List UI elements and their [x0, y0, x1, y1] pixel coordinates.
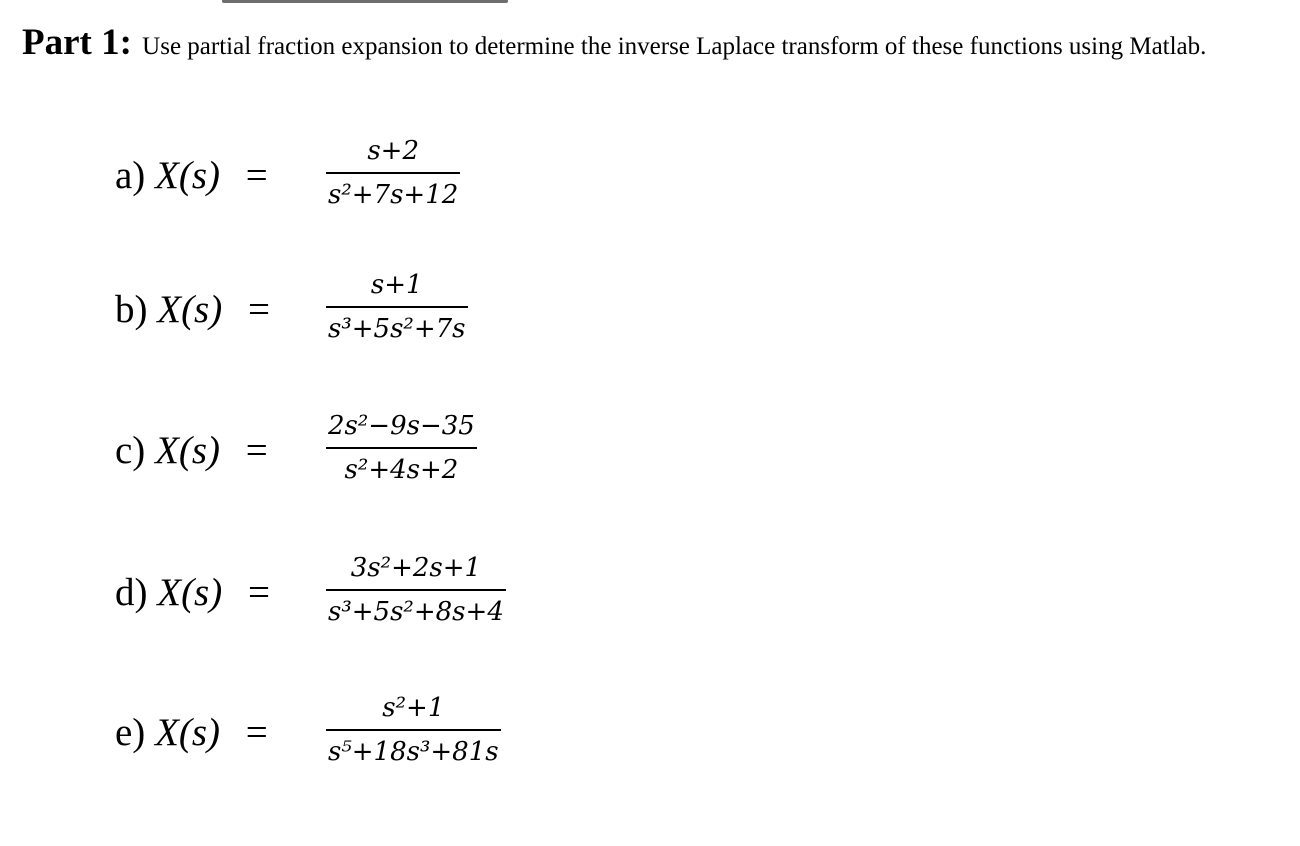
problem-label: d): [115, 571, 148, 614]
fraction: [326, 136, 460, 210]
numerator: s+1: [370, 270, 423, 300]
problem-lhs: [115, 710, 268, 755]
function-name: X(s): [157, 288, 223, 331]
fraction: [326, 693, 501, 767]
denominator: s³+5s²+7s: [328, 314, 466, 344]
part-label: Part 1:: [22, 22, 132, 63]
function-name: X(s): [155, 154, 221, 197]
function-name: X(s): [155, 711, 221, 754]
problem-lhs: [115, 428, 268, 473]
function-name: X(s): [157, 571, 223, 614]
top-scroll-indicator: [222, 0, 508, 3]
denominator: s²+4s+2: [344, 455, 459, 485]
numerator: s+2: [367, 136, 419, 166]
problem-lhs: [115, 153, 268, 198]
problem-lhs: [115, 570, 270, 615]
denominator: s⁵+18s³+81s: [328, 737, 499, 767]
equals-sign: =: [247, 571, 270, 614]
problem-lhs: [115, 287, 270, 332]
instruction-text: Use partial fraction expansion to determine the inverse Laplace transform of these functions using Matlab.: [142, 33, 1207, 60]
problem-label: e): [115, 711, 146, 754]
fraction-bar: [326, 447, 477, 449]
numerator: 2s²−9s−35: [328, 411, 475, 441]
equals-sign: =: [245, 154, 268, 197]
fraction: [326, 270, 468, 344]
fraction: [326, 411, 477, 485]
equals-sign: =: [245, 429, 268, 472]
fraction-bar: [326, 729, 501, 731]
problem-label: a): [115, 154, 146, 197]
numerator: 3s²+2s+1: [350, 553, 482, 583]
function-name: X(s): [155, 429, 221, 472]
denominator: s³+5s²+8s+4: [328, 597, 504, 627]
equals-sign: =: [245, 711, 268, 754]
problem-label: b): [115, 288, 148, 331]
fraction-bar: [326, 306, 468, 308]
fraction: [326, 553, 506, 627]
numerator: s²+1: [382, 693, 445, 723]
part-heading: [22, 24, 1282, 65]
fraction-bar: [326, 172, 460, 174]
problem-label: c): [115, 429, 146, 472]
equals-sign: =: [247, 288, 270, 331]
fraction-bar: [326, 589, 506, 591]
denominator: s²+7s+12: [328, 180, 459, 210]
